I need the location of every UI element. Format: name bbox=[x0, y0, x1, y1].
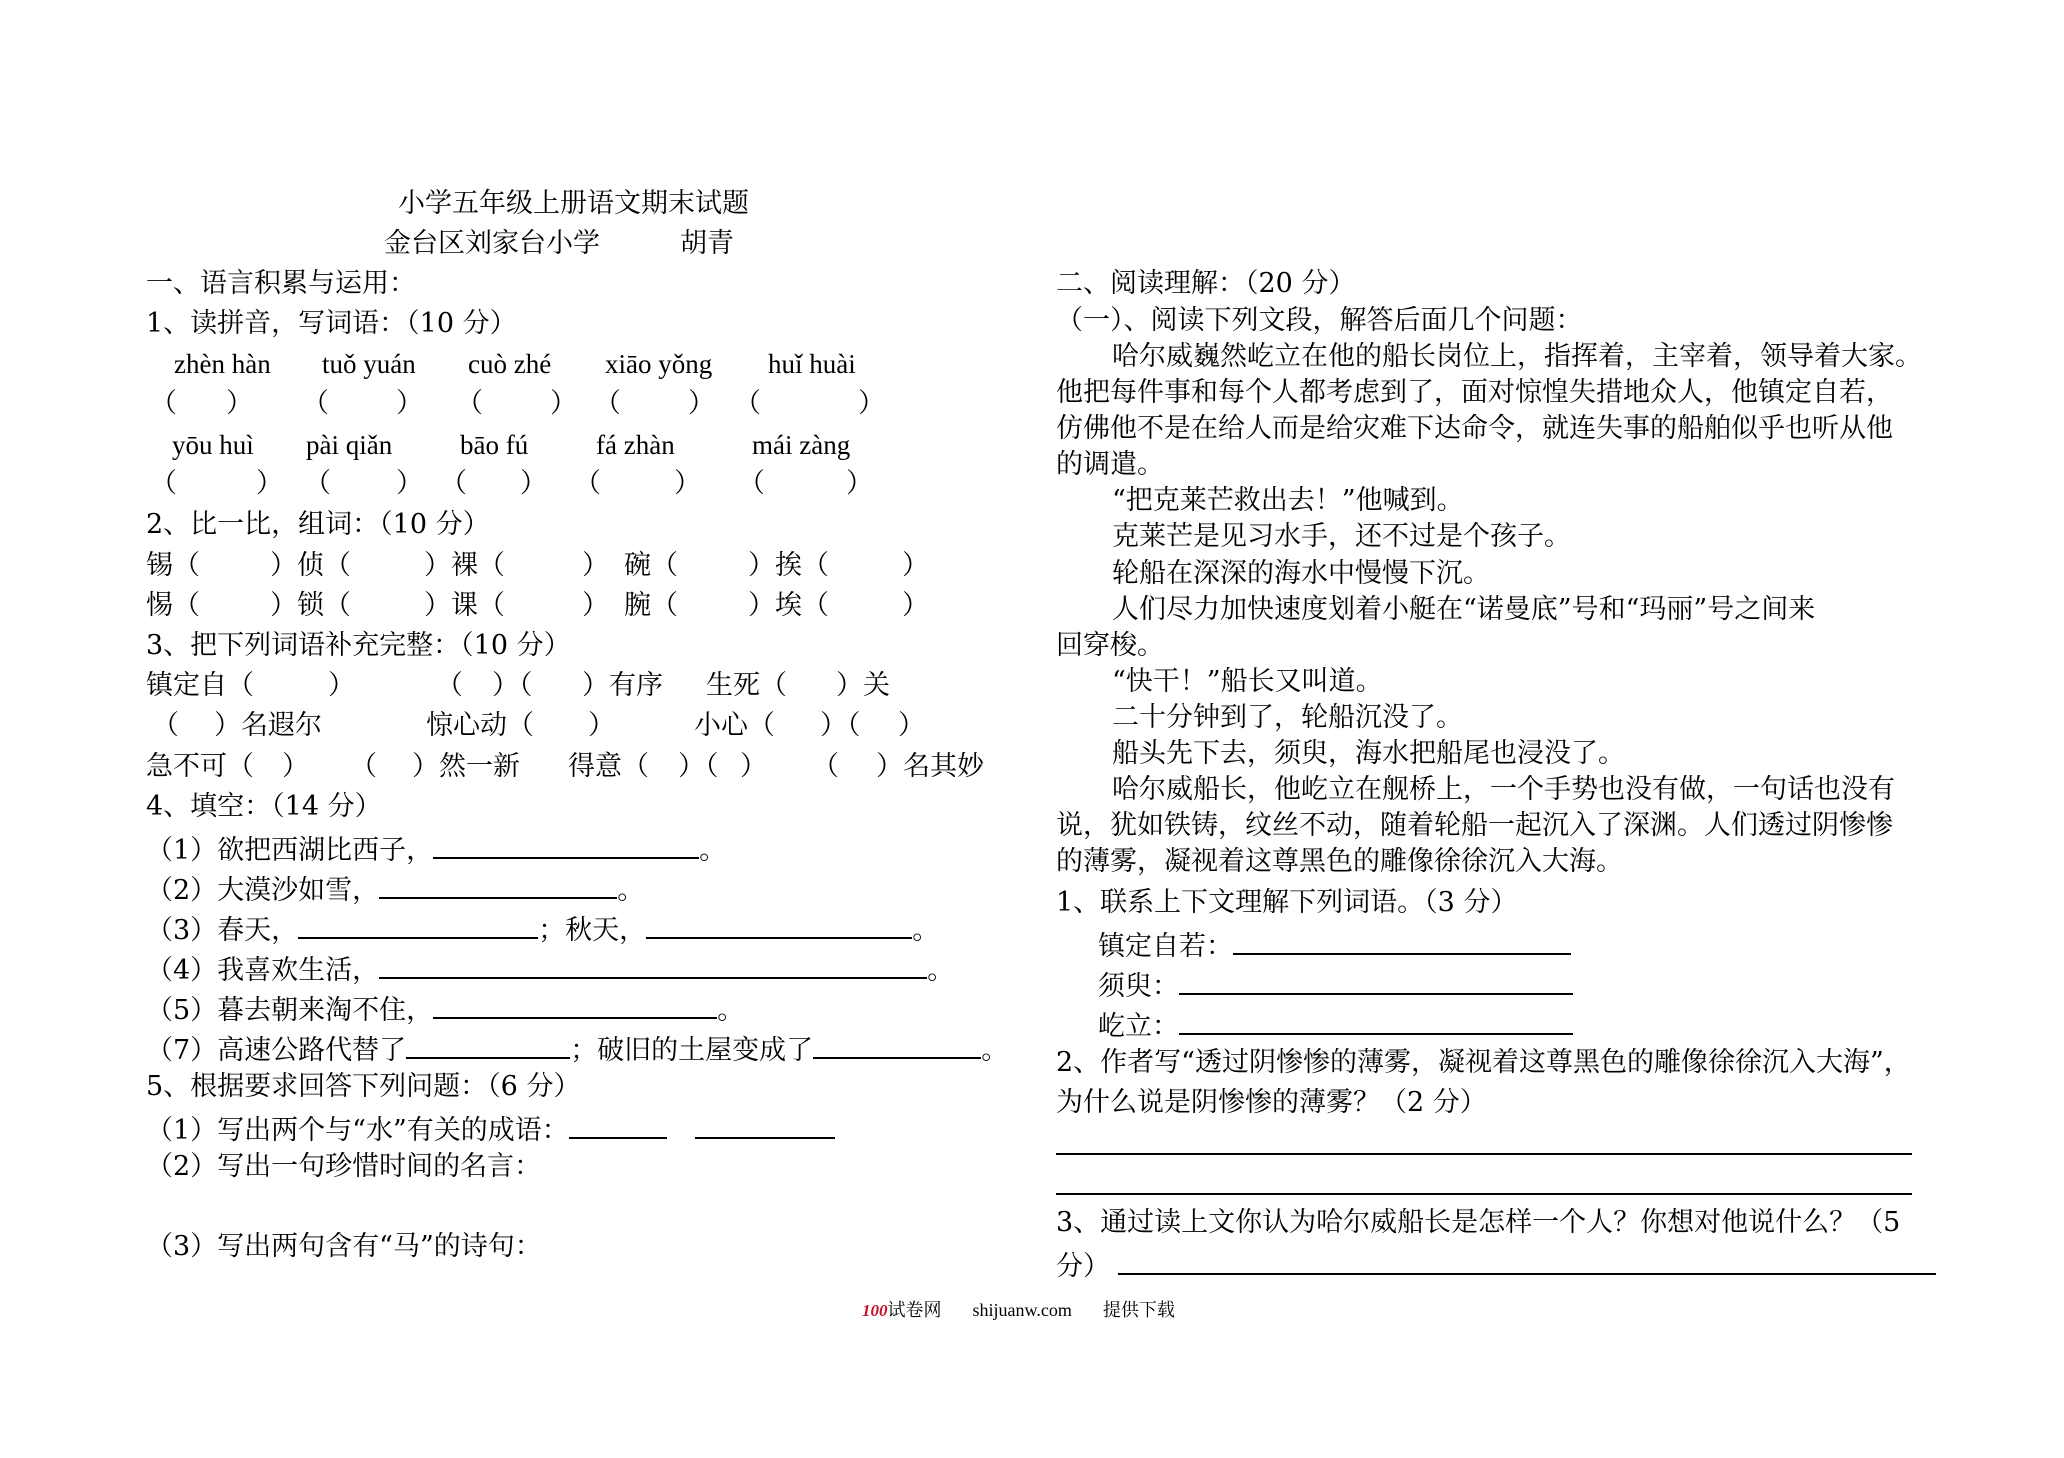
bracket-open: （ bbox=[150, 388, 177, 419]
bracket-open: （ bbox=[574, 468, 601, 499]
bracket-open: （ bbox=[594, 388, 621, 419]
q2-row1-g: ） bbox=[902, 550, 929, 581]
q5-item-1-text: （1）写出两个与“水”有关的成语： bbox=[146, 1115, 569, 1146]
q3-r3-i: ）名其妙 bbox=[876, 751, 984, 782]
site-name: 试卷网 bbox=[887, 1300, 942, 1320]
bracket-open: （ bbox=[440, 468, 467, 499]
passage-line-5: “把克莱芒救出去！”他喊到。 bbox=[1112, 485, 1464, 516]
answer-blank[interactable] bbox=[695, 1113, 835, 1139]
answer-blank[interactable] bbox=[569, 1113, 667, 1139]
q3-r3-c: （ bbox=[350, 751, 377, 782]
answer-blank[interactable] bbox=[813, 1033, 981, 1059]
q2-row2-e: 腕（ bbox=[624, 590, 678, 621]
period: 。 bbox=[981, 1035, 1009, 1066]
q4-item-5 bbox=[146, 993, 744, 1024]
q4-item-5-text: （5）暮去朝来淘不住， bbox=[146, 995, 434, 1026]
rq1-title: 1、联系上下文理解下列词语。（3 分） bbox=[1056, 887, 1518, 918]
rq1-word-3-text: 屹立： bbox=[1098, 1011, 1179, 1042]
passage-line-9: 回穿梭。 bbox=[1056, 630, 1164, 661]
section1-heading: 一、语言积累与运用： bbox=[146, 268, 416, 299]
answer-blank[interactable] bbox=[646, 913, 912, 939]
pinyin-9: fá zhàn bbox=[596, 430, 675, 460]
passage-line-11: 二十分钟到了，轮船沉没了。 bbox=[1112, 702, 1463, 733]
q3-r3-g: ） bbox=[740, 751, 767, 782]
bracket-close: ） bbox=[550, 388, 577, 419]
answer-blank[interactable] bbox=[1179, 1009, 1573, 1035]
bracket-open: （ bbox=[456, 388, 483, 419]
q3-r1-e: ）有序 bbox=[582, 670, 663, 701]
pinyin-8: bāo fú bbox=[460, 430, 529, 460]
answer-blank[interactable] bbox=[406, 1033, 570, 1059]
rq1-word-2-text: 须臾： bbox=[1098, 971, 1179, 1002]
bracket-close: ） bbox=[846, 468, 873, 499]
pinyin-1: zhèn hàn bbox=[174, 349, 271, 379]
q3-r2-c: 惊心动（ bbox=[426, 710, 534, 741]
q4-title: 4、填空：（14 分） bbox=[146, 791, 382, 822]
q2-row1-c: ）裸（ bbox=[424, 550, 505, 581]
q4-item-7b-text: ；破旧的土屋变成了 bbox=[570, 1035, 814, 1066]
q4-item-3 bbox=[146, 913, 939, 944]
q4-item-4 bbox=[146, 953, 954, 984]
answer-line[interactable] bbox=[1056, 1193, 1912, 1195]
pinyin-6: yōu huì bbox=[172, 430, 254, 460]
q3-r3-b: ） bbox=[282, 751, 309, 782]
rq1-word-1-text: 镇定自若： bbox=[1098, 931, 1233, 962]
q3-r2-d: ） bbox=[588, 710, 615, 741]
section2-heading: 二、阅读理解：（20 分） bbox=[1056, 268, 1356, 299]
period: 。 bbox=[717, 995, 745, 1026]
q2-row2-c: ）课（ bbox=[424, 590, 505, 621]
q5-title: 5、根据要求回答下列问题：（6 分） bbox=[146, 1071, 581, 1102]
passage-line-14: 说，犹如铁铸，纹丝不动，随着轮船一起沉入了深渊。人们透过阴惨惨 bbox=[1056, 810, 1893, 841]
footer bbox=[862, 1301, 1175, 1319]
bracket-close: ） bbox=[396, 468, 423, 499]
period: 。 bbox=[927, 955, 955, 986]
q3-r2-b: ）名遐尔 bbox=[214, 710, 322, 741]
q3-r2-g: ） bbox=[898, 710, 925, 741]
q2-row1-b: ）侦（ bbox=[270, 550, 351, 581]
q2-row2-f: ）埃（ bbox=[748, 590, 829, 621]
passage-line-13: 哈尔威船长，他屹立在舰桥上，一个手势也没有做，一句话也没有 bbox=[1112, 774, 1895, 805]
rq3-line-2 bbox=[1056, 1249, 1936, 1280]
bracket-close: ） bbox=[256, 468, 283, 499]
period: 。 bbox=[617, 875, 645, 906]
passage-line-8: 人们尽力加快速度划着小艇在“诺曼底”号和“玛丽”号之间来 bbox=[1112, 594, 1816, 625]
passage-line-4: 的调遣。 bbox=[1056, 449, 1164, 480]
bracket-open: （ bbox=[150, 468, 177, 499]
pinyin-4: xiāo yǒng bbox=[605, 349, 713, 379]
q2-row2-g: ） bbox=[902, 590, 929, 621]
pinyin-2: tuǒ yuán bbox=[322, 349, 416, 379]
bracket-close: ） bbox=[688, 388, 715, 419]
q2-row1-a: 锡（ bbox=[146, 550, 200, 581]
period: 。 bbox=[699, 835, 727, 866]
rq2-line-2: 为什么说是阴惨惨的薄雾？（2 分） bbox=[1056, 1087, 1487, 1118]
rq2-line-1: 2、作者写“透过阴惨惨的薄雾，凝视着这尊黑色的雕像徐徐沉入大海”， bbox=[1056, 1047, 1911, 1078]
bracket-open: （ bbox=[734, 388, 761, 419]
site-domain[interactable]: shijuanw.com bbox=[972, 1300, 1072, 1320]
q5-item-1 bbox=[146, 1113, 835, 1144]
q4-item-4-text: （4）我喜欢生活， bbox=[146, 955, 380, 986]
q4-item-2-text: （2）大漠沙如雪， bbox=[146, 875, 380, 906]
bracket-close: ） bbox=[226, 388, 253, 419]
bracket-open: （ bbox=[304, 468, 331, 499]
author-teacher: 胡青 bbox=[680, 228, 734, 259]
bracket-close: ） bbox=[674, 468, 701, 499]
pinyin-7: pài qiǎn bbox=[306, 430, 393, 460]
passage-line-15: 的薄雾，凝视着这尊黑色的雕像徐徐沉入大海。 bbox=[1056, 846, 1623, 877]
q4-item-7 bbox=[146, 1033, 1008, 1064]
q3-r1-f: 生死（ bbox=[706, 670, 787, 701]
q3-r1-b: ） bbox=[328, 670, 355, 701]
q3-r2-a: （ bbox=[152, 710, 179, 741]
q5-item-3: （3）写出两句含有“马”的诗句： bbox=[146, 1231, 542, 1262]
answer-line[interactable] bbox=[1056, 1153, 1912, 1155]
author-school: 金台区刘家台小学 bbox=[384, 228, 600, 259]
rq1-word-2 bbox=[1098, 969, 1573, 1000]
answer-blank[interactable] bbox=[1118, 1249, 1936, 1275]
q3-r1-d: ）（ bbox=[492, 670, 533, 701]
q1-title: 1、读拼音，写词语：（10 分） bbox=[146, 308, 517, 339]
q3-r3-e: 得意（ bbox=[568, 751, 649, 782]
q3-r3-f: ）（ bbox=[678, 751, 719, 782]
q3-r2-e: 小心（ bbox=[694, 710, 775, 741]
q2-row2-b: ）锁（ bbox=[270, 590, 351, 621]
bracket-close: ） bbox=[396, 388, 423, 419]
pinyin-3: cuò zhé bbox=[468, 349, 552, 379]
pinyin-5: huǐ huài bbox=[768, 349, 856, 379]
answer-blank[interactable] bbox=[433, 993, 717, 1019]
q3-r1-c: （ bbox=[436, 670, 463, 701]
rq3-line-2-text: 分） bbox=[1056, 1251, 1110, 1282]
q4-item-7-text: （7）高速公路代替了 bbox=[146, 1035, 407, 1066]
q2-row1-f: ）挨（ bbox=[748, 550, 829, 581]
rq3-line-1: 3、通过读上文你认为哈尔威船长是怎样一个人？你想对他说什么？（5 bbox=[1056, 1207, 1901, 1238]
passage-line-6: 克莱芒是见习水手，还不过是个孩子。 bbox=[1112, 521, 1571, 552]
q2-row1-e: 碗（ bbox=[624, 550, 678, 581]
answer-blank[interactable] bbox=[298, 913, 538, 939]
q2-row1-d: ） bbox=[582, 550, 609, 581]
q3-r3-a: 急不可（ bbox=[146, 751, 254, 782]
passage-line-12: 船头先下去，须臾，海水把船尾也浸没了。 bbox=[1112, 738, 1625, 769]
bracket-close: ） bbox=[858, 388, 885, 419]
q2-title: 2、比一比，组词：（10 分） bbox=[146, 509, 490, 540]
q4-item-1 bbox=[146, 833, 726, 864]
answer-blank[interactable] bbox=[1233, 929, 1571, 955]
q3-r3-h: （ bbox=[812, 751, 839, 782]
q3-r2-f: ）（ bbox=[820, 710, 861, 741]
rq1-word-1 bbox=[1098, 929, 1571, 960]
q5-item-2: （2）写出一句珍惜时间的名言： bbox=[146, 1151, 542, 1182]
q3-title: 3、把下列词语补充完整：（10 分） bbox=[146, 630, 571, 661]
answer-blank[interactable] bbox=[1179, 969, 1573, 995]
passage-line-3: 仿佛他不是在给人而是给灾难下达命令，就连失事的船舶似乎也听从他 bbox=[1056, 413, 1893, 444]
pinyin-10: mái zàng bbox=[752, 430, 851, 460]
q4-item-3-text: （3）春天， bbox=[146, 915, 299, 946]
site-logo: 100 bbox=[862, 1301, 888, 1320]
answer-blank[interactable] bbox=[379, 953, 927, 979]
q3-r1-a: 镇定自（ bbox=[146, 670, 254, 701]
passage-line-2: 他把每件事和每个人都考虑到了，面对惊惶失措地众人，他镇定自若， bbox=[1056, 377, 1893, 408]
q4-item-1-text: （1）欲把西湖比西子， bbox=[146, 835, 434, 866]
footer-note: 提供下载 bbox=[1102, 1300, 1175, 1320]
q2-row2-a: 惕（ bbox=[146, 590, 200, 621]
reading-subheading: （一）、阅读下列文段，解答后面几个问题： bbox=[1056, 305, 1583, 336]
bracket-close: ） bbox=[520, 468, 547, 499]
answer-blank[interactable] bbox=[379, 873, 617, 899]
bracket-open: （ bbox=[738, 468, 765, 499]
rq1-word-3 bbox=[1098, 1009, 1573, 1040]
q3-r1-g: ）关 bbox=[836, 670, 890, 701]
q2-row2-d: ） bbox=[582, 590, 609, 621]
answer-blank[interactable] bbox=[433, 833, 699, 859]
page-title: 小学五年级上册语文期末试题 bbox=[398, 188, 749, 219]
passage-line-7: 轮船在深深的海水中慢慢下沉。 bbox=[1112, 558, 1490, 589]
period: 。 bbox=[912, 915, 940, 946]
passage-line-10: “快干！”船长又叫道。 bbox=[1112, 666, 1383, 697]
q4-item-2 bbox=[146, 873, 644, 904]
bracket-open: （ bbox=[302, 388, 329, 419]
passage-line-1: 哈尔威巍然屹立在他的船长岗位上，指挥着，主宰着，领导着大家。 bbox=[1112, 341, 1922, 372]
q3-r3-d: ）然一新 bbox=[412, 751, 520, 782]
q4-item-3b-text: ；秋天， bbox=[538, 915, 647, 946]
